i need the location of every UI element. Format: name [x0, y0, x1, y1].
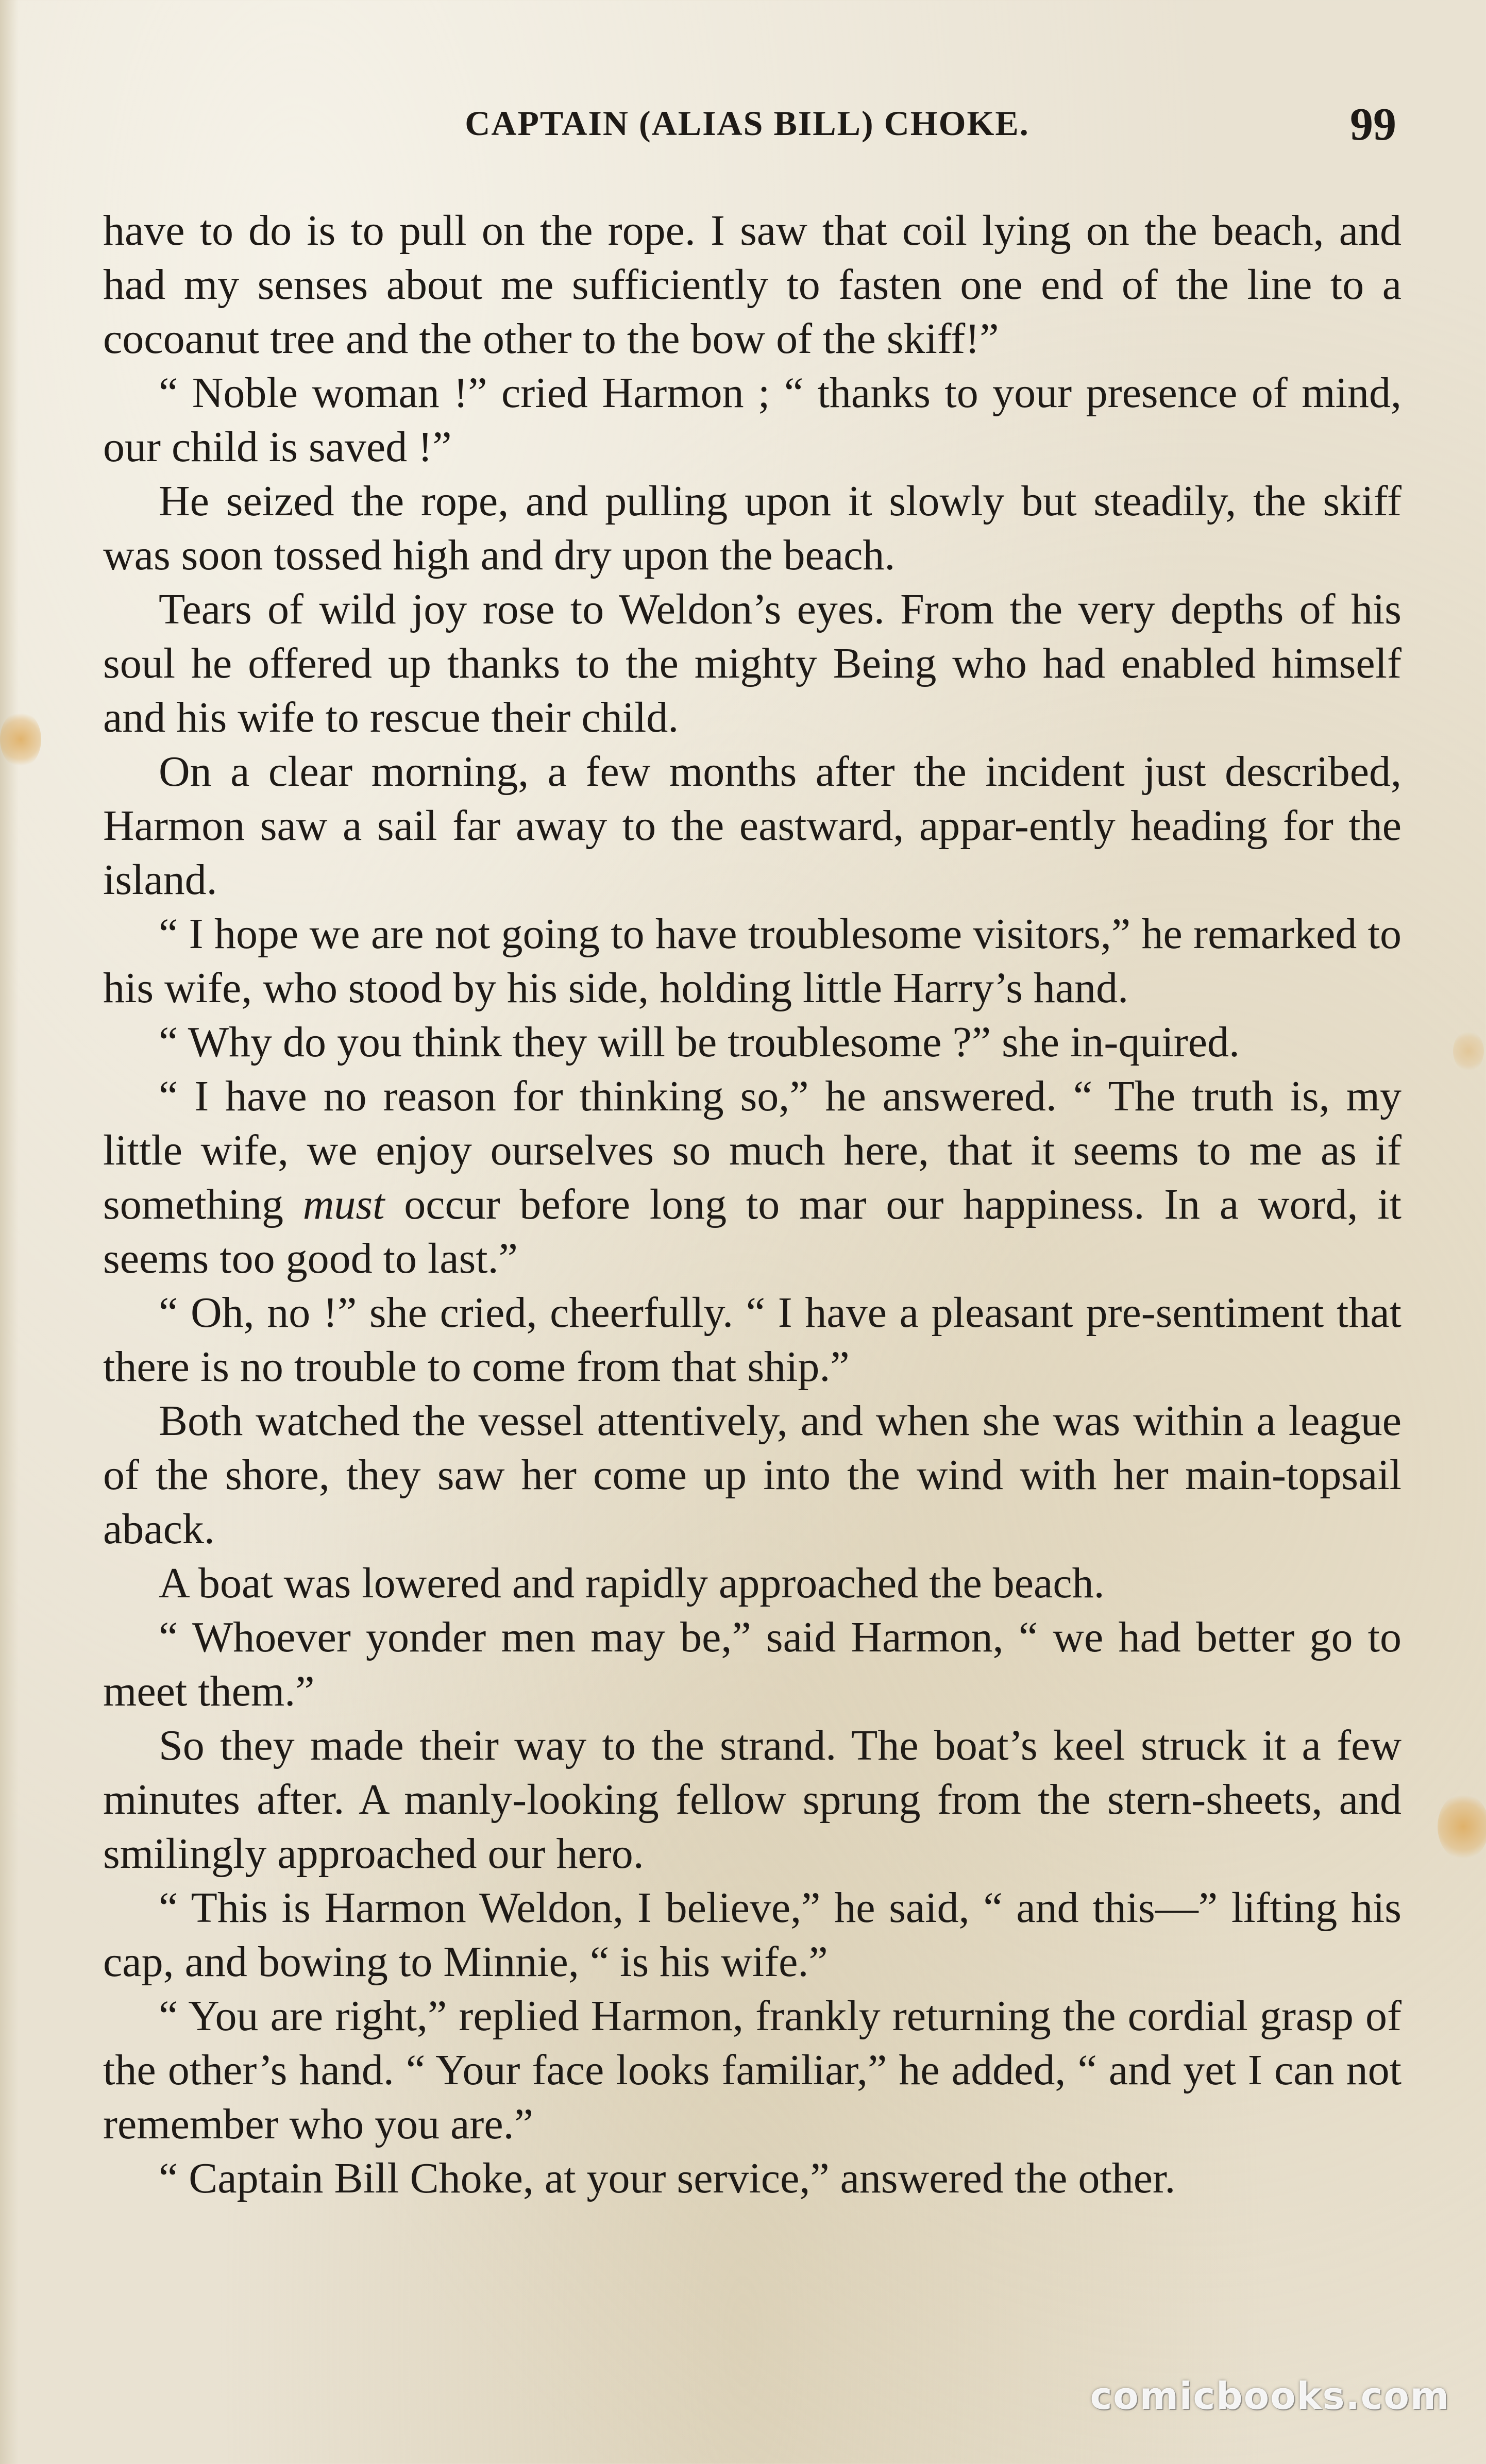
- watermark: comicbooks.com: [1090, 2374, 1450, 2418]
- paragraph: “ Whoever yonder men may be,” said Harmon, “ we had better go to meet them.”: [103, 1613, 1401, 1715]
- body-text: [103, 204, 1401, 2205]
- paper-stain: [1438, 1793, 1486, 1860]
- paragraph: So they made their way to the strand. The boat’s keel struck it a few minutes after. A manly-looking fellow sprung from the stern-sheets, and smilingly approached our hero.: [103, 1722, 1401, 1878]
- paragraph: “ Captain Bill Choke, at your service,” answered the other.: [159, 2154, 1176, 2202]
- running-head: CAPTAIN (ALIAS BILL) CHOKE.: [465, 104, 1029, 143]
- paragraph: “ Noble woman !” cried Harmon ; “ thanks to your presence of mind, our child is saved !”: [103, 369, 1401, 471]
- page-header: [103, 98, 1396, 155]
- paragraph: On a clear morning, a few months after the incident just described, Harmon saw a sail far away to the eastward, appar-ently heading for the island.: [103, 748, 1401, 904]
- paragraph-text: “ I have no reason for thinking so,” he answered. “ The truth is, my little wife, we enjoy ourselves so much here, that it seems to me as if something: [103, 1072, 1401, 1228]
- paragraph: “ I hope we are not going to have troublesome visitors,” he remarked to his wife, who stood by his side, holding little Harry’s hand.: [103, 910, 1401, 1012]
- emphasis-text: must: [302, 1180, 385, 1228]
- paragraph: [103, 1069, 1401, 1286]
- paper-stain: [0, 711, 41, 768]
- paragraph: “ Why do you think they will be troublesome ?” she in-quired.: [159, 1018, 1240, 1066]
- paragraph: “ You are right,” replied Harmon, frankly returning the cordial grasp of the other’s hand. “ Your face looks familiar,” he added, “ and yet I can not remember who you are.”: [103, 1992, 1401, 2148]
- paragraph: Tears of wild joy rose to Weldon’s eyes. From the very depths of his soul he offered up thanks to the mighty Being who had enabled himself and his wife to rescue their child.: [103, 585, 1401, 741]
- paper-stain: [1453, 1031, 1484, 1072]
- paragraph: have to do is to pull on the rope. I saw that coil lying on the beach, and had my senses about me sufficiently to fasten one end of the line to a cocoanut tree and the other to the bow of the skiff!”: [103, 207, 1401, 363]
- paragraph: A boat was lowered and rapidly approached the beach.: [159, 1559, 1105, 1607]
- paragraph: He seized the rope, and pulling upon it slowly but steadily, the skiff was soon tossed high and dry upon the beach.: [103, 477, 1401, 579]
- paragraph: Both watched the vessel attentively, and when she was within a league of the shore, they saw her come up into the wind with her main-topsail aback.: [103, 1397, 1401, 1553]
- paragraph-text: occur before long to mar our happiness. In a word, it seems too good to last.”: [103, 1180, 1401, 1282]
- page-number: 99: [1350, 99, 1396, 150]
- page-edge-shadow: [0, 0, 19, 2464]
- paragraph: “ This is Harmon Weldon, I believe,” he said, “ and this—” lifting his cap, and bowing to Minnie, “ is his wife.”: [103, 1884, 1401, 1986]
- paragraph: “ Oh, no !” she cried, cheerfully. “ I have a pleasant pre-sentiment that there is no trouble to come from that ship.”: [103, 1289, 1401, 1391]
